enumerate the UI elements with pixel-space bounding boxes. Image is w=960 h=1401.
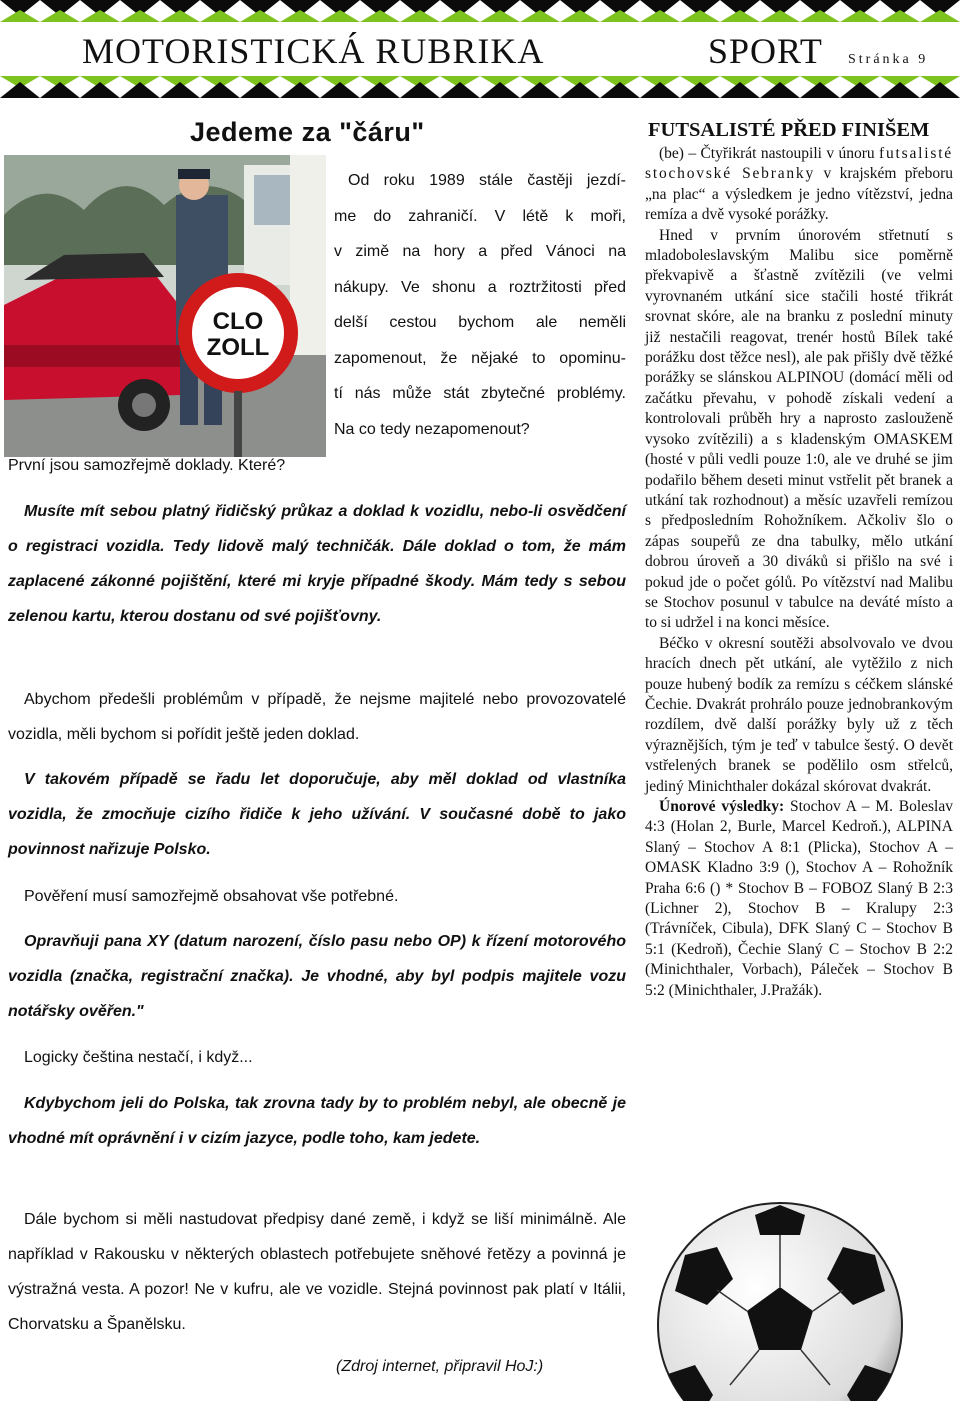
article-title: Jedeme za "čáru" xyxy=(190,117,425,147)
futsal-article xyxy=(645,144,953,1001)
futsal-paragraph-2: Hned v prvním únorovém střetnutí s mladoboleslavským Malibu sice poměrně překvapivě a šťastně zvítězili (ve velmi vyrovnaném utkání sice stačili hosté třikrát srovnat skóre, ale na branku z poslední minuty již nestačili reagovat, trenér hostů Bílek také porážku dost těžce nesl), ale pak přišly dvě těžké porážky se slánskou ALPINOU (domácí měli od začátku převahu, v pohodě získali vedení a kontrolovali průběh hry a naprosto zaslouženě vysoko zvítězili) a s kladenským OMASKEM (hosté v půli vedli pouze 1:0, ale ve druhé se jim podařilo během deseti minut vstřelit pět branek a utkání tak rozhodnout) a měsíc uzavřeli remízou s předposledním Rohožníkem. Ačkoliv šlo o zápas soupeřů ze dna tabulky, mělo utkání dobrou úroveň a 30 diváků si přišlo na své i pokud jde o počet gólů. Po vítězství nad Malibu se Stochov posunul v tabulce na deváté místo a to si udržel i na konci měsíce. xyxy=(645,226,953,632)
paragraph-regulations: Dále bychom si měli nastudovat předpisy dané země, i když se liší minimálně. Ale například v Rakousku v některých oblastech potřebujete sněhové řetězy a povinná je výstražná vesta. A pozor! Ne v kufru, ale ve vozidle. Stejná povinnost pak platí v Itálii, Chorvatsku a Španělsku. xyxy=(8,1211,626,1333)
first-docs-line: První jsou samozřejmě doklady. Které? xyxy=(8,457,286,474)
section-sport: SPORT xyxy=(708,31,823,71)
futsal-title: FUTSALISTÉ PŘED FINIŠEM xyxy=(648,119,930,141)
intro-line: nákupy. Ve shonu a roztržitosti před xyxy=(334,278,626,296)
intro-line: me do zahraničí. V létě k moři, xyxy=(334,207,626,225)
futsal-paragraph-3: Béčko v okresní soutěži absolvovalo ve dvou hracích dnech pět utkání, ale vytěžilo z nich pouze hubený bodík za remízu s céčkem slánské Čechie. Dvakrát prohrálo pouze jednobrankovým rozdílem, dvě další porážky byly už z těch výraznějších, tým je teď v tabulce šestý. O devět vstřelených branek se podělilo osm střelců, jediný Minichthaler dokázal skórovat dvakrát. xyxy=(645,634,953,795)
red-car-shape xyxy=(4,273,182,400)
article-intro xyxy=(334,163,626,447)
paragraph-language: Logicky čeština nestačí, i když... xyxy=(24,1049,253,1066)
header-zigzag-top xyxy=(0,0,960,22)
border-control-photo xyxy=(4,155,326,457)
paragraph-owner: Abychom předešli problémům v případě, že nejsme majitelé nebo provozovatelé vozidla, měli bychom si pořídit ještě jeden doklad. xyxy=(8,691,626,743)
intro-line: zapomenout, že nějaké to opominu- xyxy=(334,349,626,367)
paragraph-template: Opravňuji pana XY (datum narození, číslo pasu nebo OP) k řízení motorového vozidla (značka, registrační značka). Je vhodné, aby byl podpis majitele vozu notářsky ověřen." xyxy=(8,933,626,1020)
intro-line: tí nás může stát zbytečné problémy. xyxy=(334,385,626,402)
header-zigzag-bottom xyxy=(0,76,960,98)
intro-line: Na co tedy nezapomenout? xyxy=(334,420,530,438)
futsal-paragraph-1: (be) – Čtyřikrát nastoupili v únoru futsalisté stochovské Sebranky v krajském přeboru „na plac“ a výsledkem je jedno vítězství, jedna remíza a dvě vysoké porážky. xyxy=(645,145,954,224)
paragraph-authorization: V takovém případě se řadu let doporučuje, aby měl doklad od vlastníka vozidla, že zmocňuje cizího řidiče k jeho užívání. V současné době to jako povinnost nařizuje Polsko. xyxy=(8,771,626,858)
page-number: Stránka 9 xyxy=(848,52,929,67)
futsal-results: Únorové výsledky: Stochov A – M. Boleslav 4:3 (Holan 2, Burle, Marcel Kedroň.), ALPINA Slaný – Stochov A 8:1 (Plicka), Stochov A – OMASK Kladno 3:9 (), Stochov A – Rohožník Praha 6:6 () * Stochov B – FOBOZ Slaný B 2:3 (Lichner 2), Stochov B – Kralupy 2:3 (Trávníček, Cibula), DFK Slaný C – Stochov B 5:1 (Kedroň), Čechie Slaný C – Stochov B 2:2 (Minichthaler, Vorbach), Páleček – Stochov B 5:2 (Minichthaler, J.Pražák). xyxy=(645,798,953,999)
page-header xyxy=(0,0,960,100)
sign-text-clo: CLO xyxy=(212,308,264,335)
section-title: MOTORISTICKÁ RUBRIKA xyxy=(82,31,545,71)
soccer-ball-icon xyxy=(655,1195,905,1401)
paragraph-poland: Kdybychom jeli do Polska, tak zrovna tady by to problém nebyl, ale obecně je vhodné mít oprávnění i v cizím jazyce, podle toho, kam jedete. xyxy=(8,1095,626,1147)
sign-text-zoll: ZOLL xyxy=(206,334,270,361)
intro-line: v zimě na hory a před Vánoci na xyxy=(334,243,626,260)
results-label: Únorové výsledky: xyxy=(659,798,785,815)
paragraph-content: Pověření musí samozřejmě obsahovat vše potřebné. xyxy=(24,888,399,905)
intro-line: Od roku 1989 stále častěji jezdí- xyxy=(348,172,626,189)
paragraph-documents: Musíte mít sebou platný řidičský průkaz a doklad k vozidlu, nebo-li osvědčení o registraci vozidla. Tedy lidově malý techničák. Dále doklad o tom, že mám zaplacené zákonné pojištění, které mi kryje případné škody. Mám tedy s sebou zelenou kartu, kterou dostanu od své pojišťovny. xyxy=(8,503,626,625)
article-source: (Zdroj internet, připravil HoJ:) xyxy=(336,1358,544,1375)
intro-line: delší cestou bychom ale neměli xyxy=(334,314,626,331)
